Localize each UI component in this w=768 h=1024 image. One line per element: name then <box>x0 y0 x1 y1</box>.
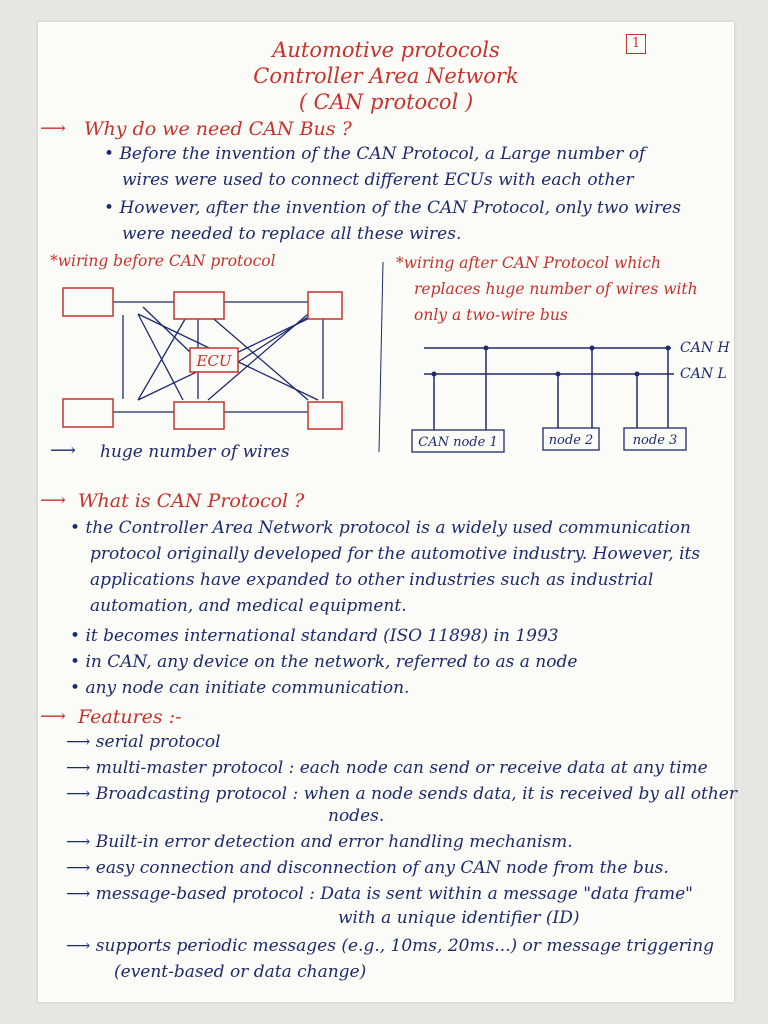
what-heading: What is CAN Protocol ? <box>78 490 305 512</box>
feature-6-line-2: with a unique identifier (ID) <box>338 908 580 928</box>
why-bullet-2-line-2: were needed to replace all these wires. <box>122 224 462 244</box>
divider-line <box>379 262 383 452</box>
feature-7-line-1: ⟶ supports periodic messages (e.g., 10ms, 20ms...) or message triggering <box>66 936 715 956</box>
arrow-icon: ⟶ <box>40 490 66 511</box>
can-h-label: CAN H <box>680 340 730 356</box>
feature-4: ⟶ Built-in error detection and error handling mechanism. <box>66 832 573 852</box>
can-l-label: CAN L <box>680 366 727 382</box>
title-line-3: ( CAN protocol ) <box>298 90 474 114</box>
notebook-page <box>38 22 737 1002</box>
feature-5: ⟶ easy connection and disconnection of any CAN node from the bus. <box>66 858 669 878</box>
what-bullet-1-line-3: applications have expanded to other industries such as industrial <box>90 570 654 590</box>
what-bullet-1-line-4: automation, and medical equipment. <box>90 596 407 616</box>
feature-2: ⟶ multi-master protocol : each node can send or receive data at any time <box>66 758 708 778</box>
what-bullet-1-line-1: • the Controller Area Network protocol is a widely used communication <box>70 518 691 538</box>
feature-3-line-1: ⟶ Broadcasting protocol : when a node sends data, it is received by all other <box>66 784 737 804</box>
what-bullet-4: • any node can initiate communication. <box>70 678 410 698</box>
diagram-before-label: *wiring before CAN protocol <box>50 252 276 270</box>
feature-3-line-2: nodes. <box>328 806 385 826</box>
feature-6-line-1: ⟶ message-based protocol : Data is sent within a message "data frame" <box>66 884 693 904</box>
why-bullet-2-line-1: • However, after the invention of the CAN Protocol, only two wires <box>104 198 681 218</box>
ecu-center-label: ECU <box>196 352 232 370</box>
arrow-icon: ⟶ <box>40 706 66 727</box>
bus-junctions <box>432 346 671 377</box>
node-2-label: node 2 <box>548 433 594 448</box>
diagram-before-caption: huge number of wires <box>100 442 290 462</box>
title-line-1: Automotive protocols <box>272 38 500 62</box>
can-bus <box>424 348 674 430</box>
features-heading: Features :- <box>78 706 182 728</box>
arrow-icon: ⟶ <box>40 118 66 139</box>
caption-arrow-icon: ⟶ <box>50 440 76 461</box>
why-heading: Why do we need CAN Bus ? <box>84 118 352 140</box>
why-bullet-1-line-1: • Before the invention of the CAN Protocol, a Large number of <box>104 144 646 164</box>
node-1-label: CAN node 1 <box>418 435 498 450</box>
diagram-after-label-2: replaces huge number of wires with <box>414 280 698 298</box>
what-bullet-1-line-2: protocol originally developed for the automotive industry. However, its <box>90 544 701 564</box>
feature-1: ⟶ serial protocol <box>66 732 221 752</box>
diagram-after-label-3: only a two-wire bus <box>414 306 568 324</box>
diagram-after-label-1: *wiring after CAN Protocol which <box>396 254 661 272</box>
wiring-diagrams <box>38 22 734 462</box>
why-bullet-1-line-2: wires were used to connect different ECUs with each other <box>122 170 634 190</box>
what-bullet-3: • in CAN, any device on the network, referred to as a node <box>70 652 578 672</box>
feature-7-line-2: (event-based or data change) <box>114 962 367 982</box>
node-3-label: node 3 <box>632 433 678 448</box>
what-bullet-2: • it becomes international standard (ISO 11898) in 1993 <box>70 626 559 646</box>
page-number-box: 1 <box>626 34 646 54</box>
title-line-2: Controller Area Network <box>253 64 519 88</box>
